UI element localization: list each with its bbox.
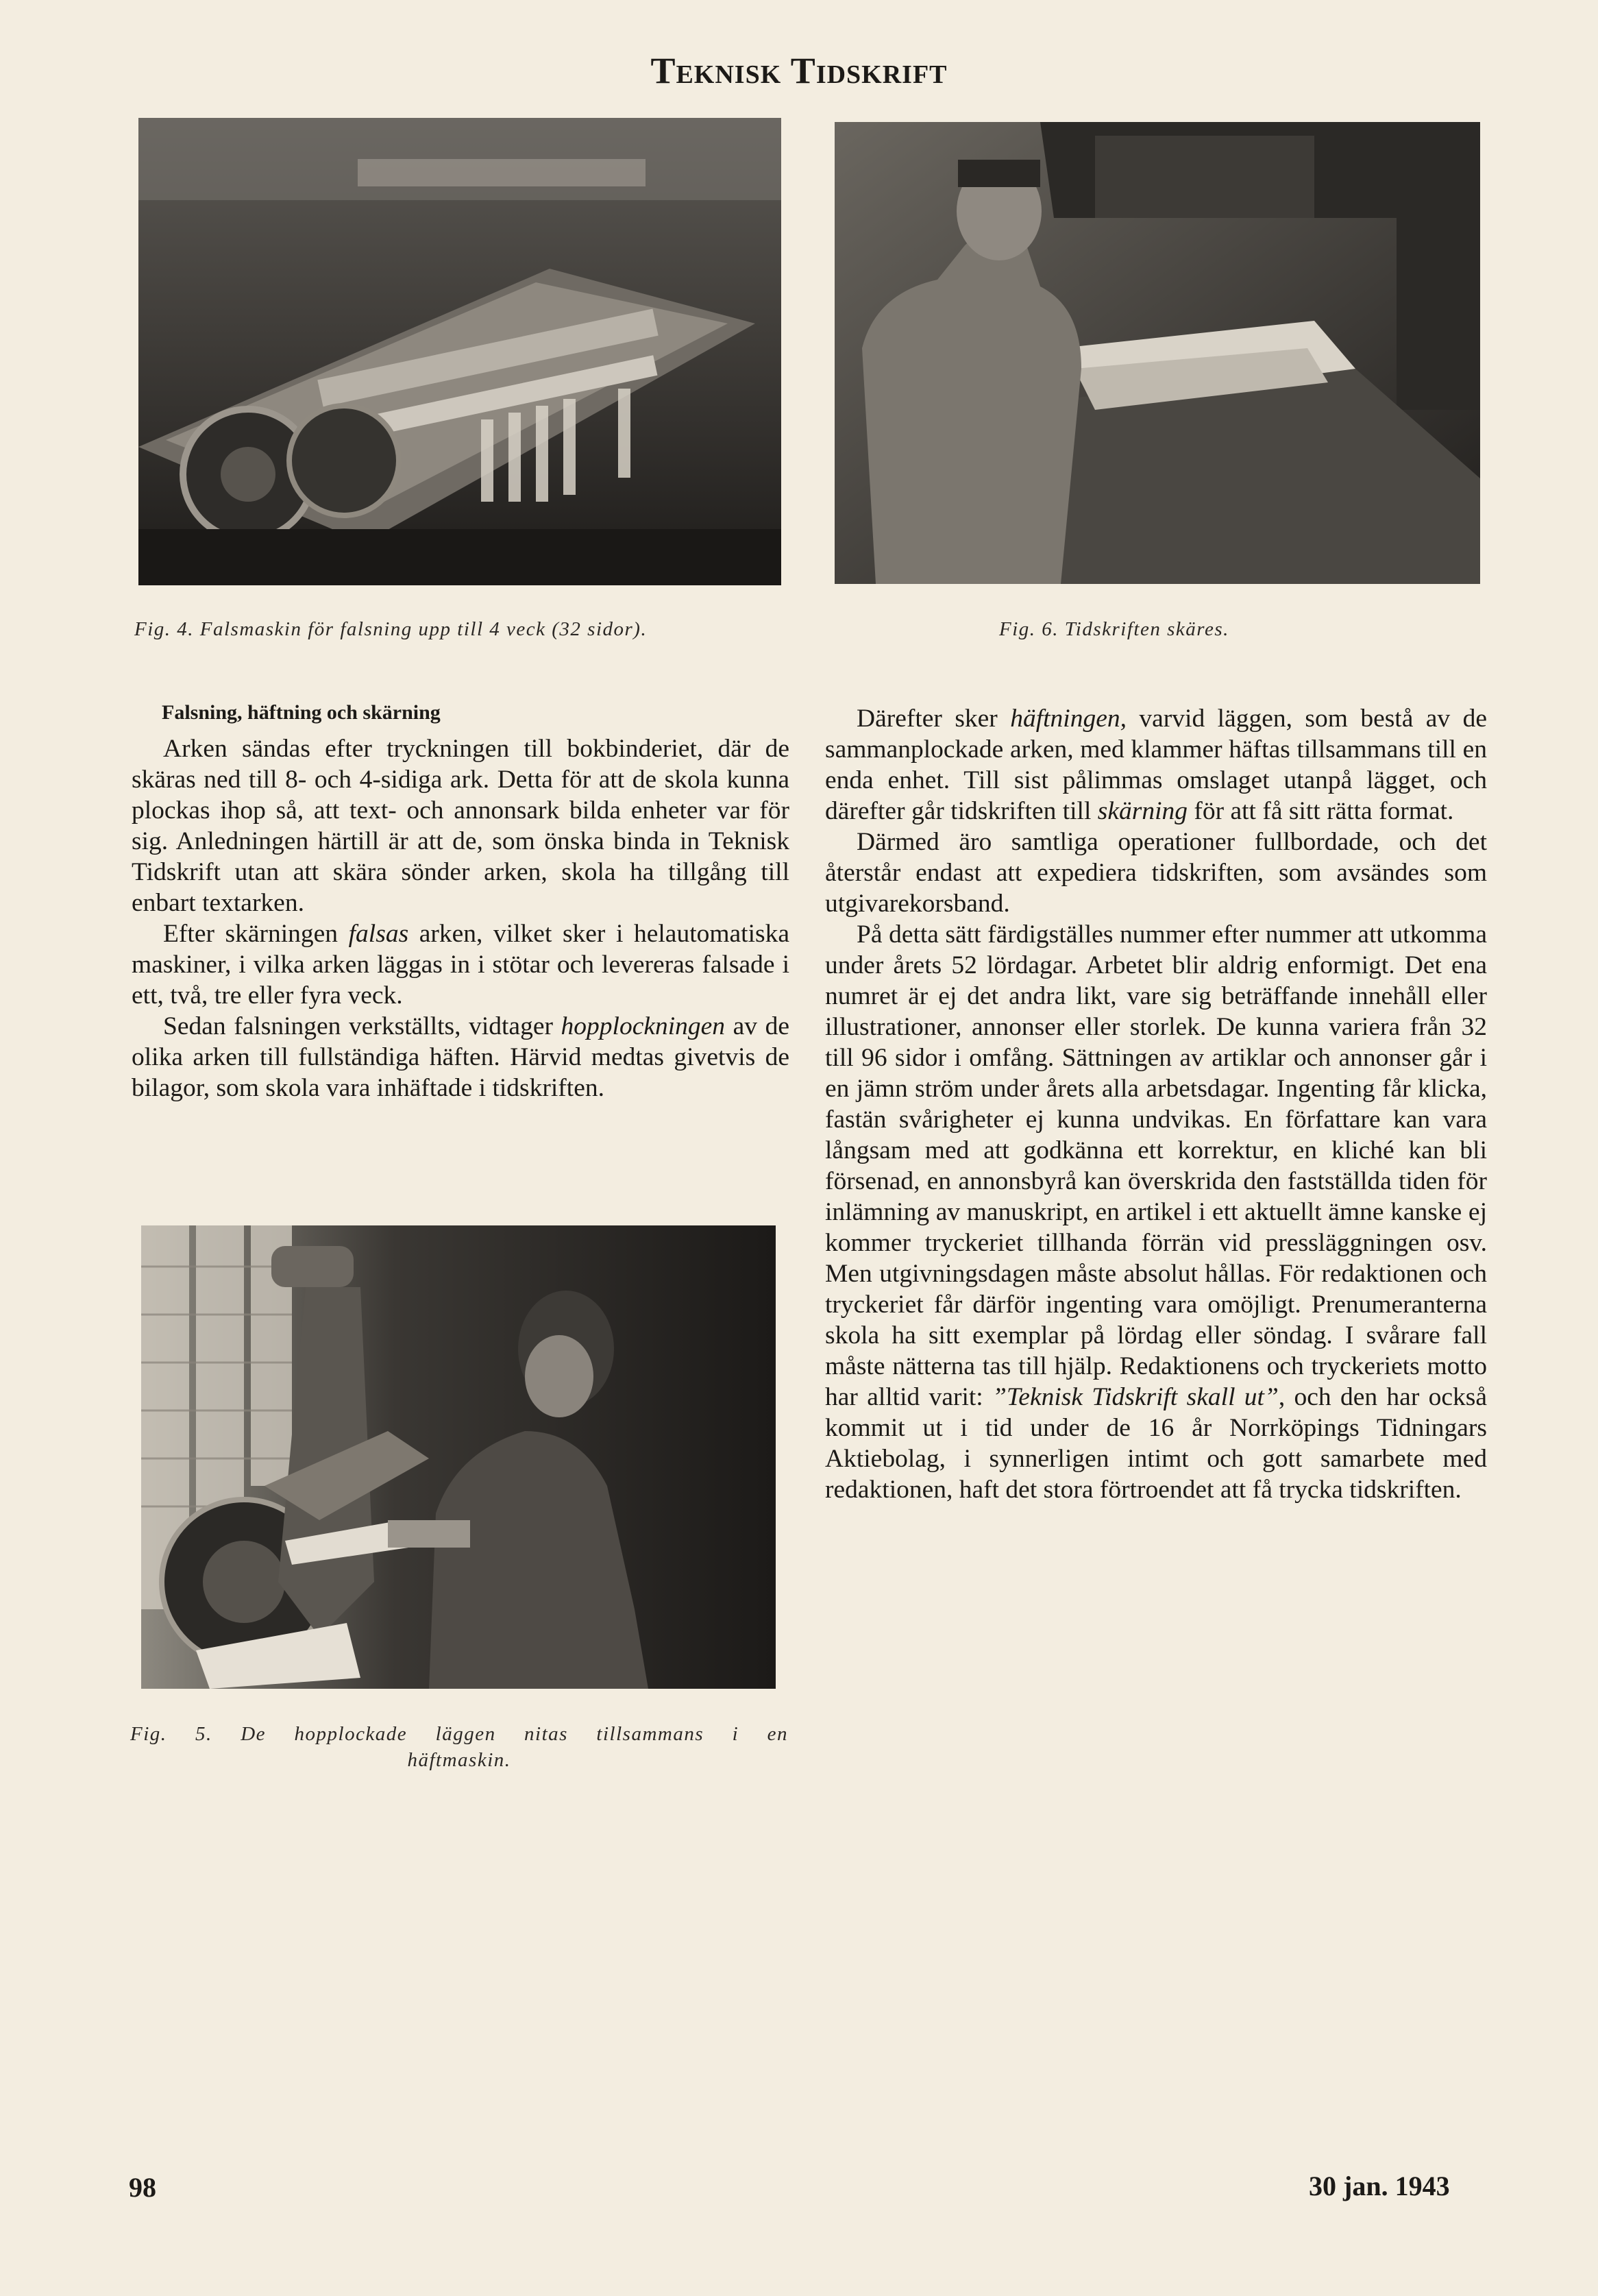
page-number: 98: [129, 2172, 156, 2203]
figure-6-photo: [835, 122, 1480, 584]
figure-5-caption-line1: Fig. 5. De hopplockade läggen nitas tillsammans i en: [130, 1723, 788, 1745]
paragraph: Därmed äro samtliga operationer fullbordade, och det återstår endast att expediera tidskriften, som avsändes som utgivarekorsband.: [825, 828, 1487, 918]
figure-6-caption: Fig. 6. Tidskriften skäres.: [999, 618, 1229, 640]
figure-5-caption-line2: häftmaskin.: [407, 1749, 511, 1771]
paragraph: Efter skärningen falsas arken, vilket sker i helautomatiska maskiner, i vilka arken läggas in i stötar och levereras falsade i ett, två, tre eller fyra veck.: [132, 920, 790, 1010]
running-head: Teknisk Tidskrift: [650, 50, 948, 91]
paragraph: På detta sätt färdigställes nummer efter nummer att utkomma under årets 52 lördagar. Arbetet blir aldrig enformigt. Det ena numret är ej det andra likt, vare sig beträffande innehåll eller illustrationer, annonser eller storlek. De kunna variera från 32 till 96 sidor i omfång. Sättningen av artiklar och annonser går i en jämn ström under årets alla arbetsdagar. Ingenting får klicka, fastän svårigheter ej kunna undvikas. En författare kan vara långsam med att godkänna ett korrektur, en kliché kan bli försenad, en annonsbyrå kan överskrida den fastställda tiden för inlämning av manuskript, en artikel i ett aktuellt ämne kanske ej kommer tryckeriet tillhanda förrän vid pressläggningen osv. Men utgivningsdagen måste absolut hållas. För redaktionen och tryckeriet får därför ingenting vara omöjligt. Prenumeranterna skola ha sitt exemplar på lördag eller söndag. I svårare fall måste nätterna tas till hjälp. Redaktionens och tryckeriets motto har alltid varit: ”Teknisk Tidskrift skall ut”, och den har också kommit ut i tid under de 16 år Norrköpings Tidningars Aktiebolag, i synnerligen intimt och gott samarbete med redaktionen, haft det stora förtroendet att få trycka tidskriften.: [825, 920, 1487, 1504]
issue-date: 30 jan. 1943: [1309, 2171, 1450, 2201]
right-column: [825, 703, 1487, 1505]
section-heading: Falsning, häftning och skärning: [162, 701, 441, 724]
left-column: [132, 733, 789, 1103]
paragraph: Sedan falsningen verkställts, vidtager hopplockningen av de olika arken till fullständiga häften. Härvid medtas givetvis de bilagor, som skola vara inhäftade i tidskriften.: [132, 1012, 789, 1102]
figure-5-photo: [141, 1225, 776, 1689]
figure-4-photo: [138, 118, 781, 585]
figure-4-caption: Fig. 4. Falsmaskin för falsning upp till 4 veck (32 sidor).: [134, 618, 648, 640]
paragraph: Arken sändas efter tryckningen till bokbinderiet, där de skäras ned till 8- och 4-sidiga ark. Detta för att de skola kunna plockas ihop så, att text- och annonsark bilda enheter var för sig. Anledningen härtill är att de, som önska binda in Teknisk Tidskrift utan att skära sönder arken, skola ha tillgång till enbart textarken.: [132, 735, 789, 917]
paragraph: Därefter sker häftningen, varvid läggen, som bestå av de sammanplockade arken, med klammer häftas tillsammans till en enda enhet. Till sist pålimmas omslaget utanpå lägget, och därefter går tidskriften till skärning för att få sitt rätta format.: [825, 705, 1487, 825]
